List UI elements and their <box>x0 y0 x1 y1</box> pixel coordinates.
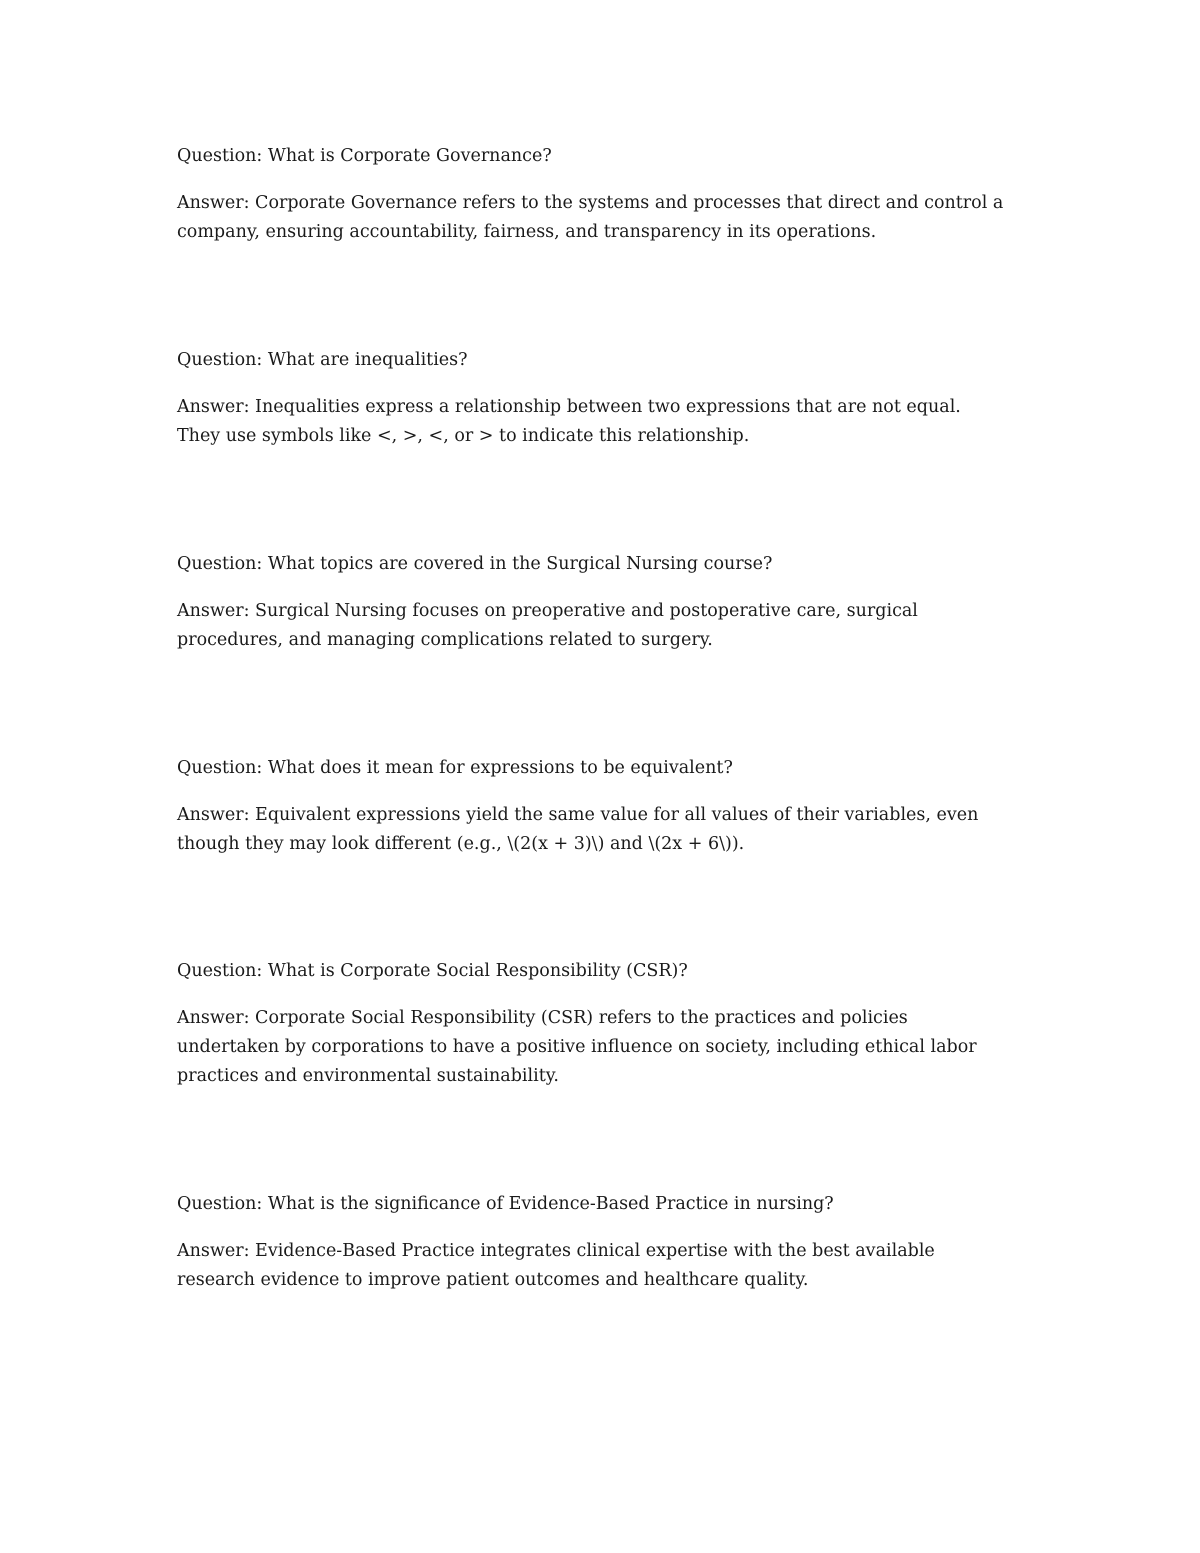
qa-item <box>177 346 1037 451</box>
question-text: Question: What is Corporate Social Responsibility (CSR)? <box>177 961 688 981</box>
answer-text: Answer: Inequalities express a relationship between two expressions that are not equal. They use symbols like <, >, <, or > to indicate this relationship. <box>177 397 961 446</box>
answer-text: Answer: Evidence-Based Practice integrates clinical expertise with the best available research evidence to improve patient outcomes and healthcare quality. <box>177 1241 935 1290</box>
question-text: Question: What topics are covered in the Surgical Nursing course? <box>177 554 773 574</box>
qa-item <box>177 1190 1037 1295</box>
answer-text: Answer: Corporate Social Responsibility (CSR) refers to the practices and policies undertaken by corporations to have a positive influence on society, including ethical labor practices and environmental sustainability. <box>177 1008 977 1086</box>
question-text: Question: What is the significance of Evidence-Based Practice in nursing? <box>177 1194 834 1214</box>
qa-item <box>177 142 1037 247</box>
qa-item <box>177 550 1037 655</box>
qa-item <box>177 754 1037 859</box>
question-text: Question: What are inequalities? <box>177 350 468 370</box>
answer-text: Answer: Surgical Nursing focuses on preoperative and postoperative care, surgical procedures, and managing complications related to surgery. <box>177 601 918 650</box>
qa-item <box>177 957 1037 1091</box>
answer-text: Answer: Corporate Governance refers to the systems and processes that direct and control a company, ensuring accountability, fairness, and transparency in its operations. <box>177 193 1004 242</box>
answer-text: Answer: Equivalent expressions yield the same value for all values of their variables, even though they may look different (e.g., \(2(x + 3)\) and \(2x + 6\)). <box>177 805 979 854</box>
question-text: Question: What is Corporate Governance? <box>177 146 552 166</box>
question-text: Question: What does it mean for expressions to be equivalent? <box>177 758 733 778</box>
